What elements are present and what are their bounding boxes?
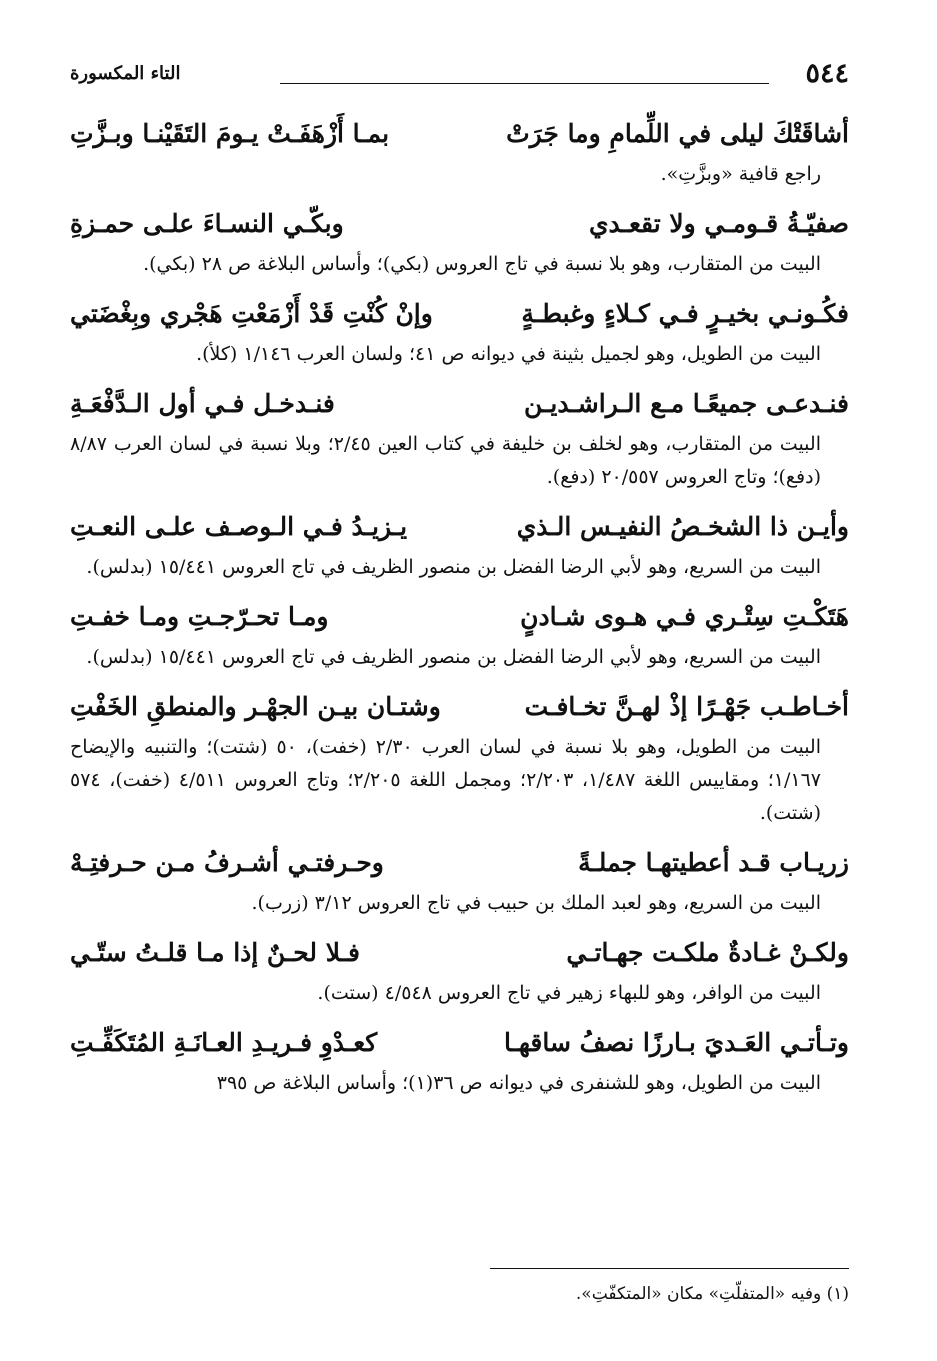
hemistich-first: فكُـونـي بخيـرٍ فـي كـلاءٍ وغبطـةٍ (521, 299, 849, 328)
hemistich-second: يـزيـدُ فـي الـوصـف علـى النعـتِ (70, 512, 408, 541)
hemistich-first: ولكـنْ غـادةٌ ملكـت جهـاتـي (566, 938, 849, 967)
verse-line (70, 929, 849, 977)
verse-note: البيت من السريع، وهو لأبي الرضا الفضل بن منصور الظريف في تاج العروس ١٥/٤٤١ (بدلس). (86, 646, 821, 668)
hemistich-second: وإنْ كُنْتِ قَدْ أَزْمَعْتِ هَجْري وبِغْضَتي (70, 299, 433, 328)
verse-line (70, 593, 849, 641)
hemistich-second: بمـا أَزْهَفَـتْ يـومَ التَقَيْنـا وبـزَّتِ (70, 119, 390, 148)
hemistich-first: صفيّـةُ قـومـي ولا تقعـدي (588, 209, 849, 238)
hemistich-second: فـلا لحـنٌ إذا مـا قلـتُ ستّـي (70, 938, 360, 967)
verse-entries (70, 110, 849, 1109)
verse-line (70, 503, 849, 551)
header-rule (280, 83, 769, 84)
verse-note: البيت من الوافر، وهو للبهاء زهير في تاج العروس ٤/٥٤٨ (ستت). (317, 982, 821, 1004)
verse-note: البيت من الطويل، وهو لجميل بثينة في ديوانه ص ٤١؛ ولسان العرب ١/١٤٦ (كلأ). (196, 343, 821, 365)
hemistich-second: وشتـان بيـن الجهْـر والمنطقِ الخَفْتِ (70, 692, 441, 721)
verse-entry (70, 503, 849, 584)
verse-note: راجع قافية «وبزَّتِ». (660, 163, 821, 185)
verse-note: البيت من السريع، وهو لعبد الملك بن حبيب في تاج العروس ٣/١٢ (زرب). (251, 892, 821, 914)
verse-line (70, 290, 849, 338)
verse-line (70, 380, 849, 428)
hemistich-second: فنـدخـل فـي أول الـدَّفْعَـةِ (70, 389, 335, 418)
hemistich-second: كعـدْوِ فـريـدِ العـانَـةِ المُتَكَفِّـتِ (70, 1028, 378, 1057)
section-title: التاء المكسورة (70, 63, 181, 84)
verse-line (70, 200, 849, 248)
hemistich-second: وبكّـي النسـاءَ علـى حمـزةِ (70, 209, 344, 238)
hemistich-second: ومـا تحـرّجـتِ ومـا خفـتِ (70, 602, 329, 631)
verse-entry (70, 839, 849, 920)
hemistich-first: وتـأتـي العَـديَ بـارزًا نصفُ ساقهـا (503, 1028, 849, 1057)
hemistich-first: وأيـن ذا الشخـصُ النفيـس الـذي (516, 512, 849, 541)
footnote-rule (490, 1268, 849, 1269)
hemistich-first: أخـاطـب جَهْـرًا إذْ لهـنَّ تخـافـت (524, 692, 849, 721)
verse-note: البيت من الطويل، وهو للشنفرى في ديوانه ص ٣٦(١)؛ وأساس البلاغة ص ٣٩٥ (216, 1072, 821, 1094)
hemistich-first: أشاقَتْكَ ليلى في اللِّمامِ وما جَرَتْ (506, 119, 849, 148)
page-number: ٥٤٤ (805, 58, 849, 89)
page-header (70, 58, 849, 90)
verse-entry (70, 110, 849, 191)
verse-entry (70, 200, 849, 281)
hemistich-second: وحـرفتـي أشـرفُ مـن حـرفتِـهْ (70, 848, 384, 877)
verse-line (70, 683, 849, 731)
hemistich-first: فنـدعـى جميعًـا مـع الـراشـديـن (524, 389, 849, 418)
verse-entry (70, 1019, 849, 1100)
footnote: (١) وفيه «المتفلّتِ» مكان «المتكفّتِ». (575, 1284, 849, 1304)
verse-line (70, 839, 849, 887)
hemistich-first: هَتَكْـتِ سِتْـري فـي هـوى شـادنٍ (520, 602, 849, 631)
verse-note: البيت من المتقارب، وهو لخلف بن خليفة في كتاب العين ٢/٤٥؛ وبلا نسبة في لسان العرب ٨/٨٧ (دفع)؛ وتاج العروس ٢٠/٥٥٧ (دفع). (70, 433, 821, 488)
verse-note: البيت من الطويل، وهو بلا نسبة في لسان العرب ٢/٣٠ (خفت)، ٥٠ (شتت)؛ والتنبيه والإيضاح ١/١٦٧؛ ومقاييس اللغة ١/٤٨٧، ٢/٢٠٣؛ ومجمل اللغة ٢/٢٠٥؛ وتاج العروس ٤/٥١١ (خفت)، ٥٧٤ (شتت). (70, 736, 822, 824)
verse-note: البيت من المتقارب، وهو بلا نسبة في تاج العروس (بكي)؛ وأساس البلاغة ص ٢٨ (بكي). (143, 253, 821, 275)
verse-note: البيت من السريع، وهو لأبي الرضا الفضل بن منصور الظريف في تاج العروس ١٥/٤٤١ (بدلس). (86, 556, 821, 578)
verse-line (70, 1019, 849, 1067)
verse-entry (70, 929, 849, 1010)
verse-line (70, 110, 849, 158)
verse-entry (70, 683, 849, 830)
verse-entry (70, 593, 849, 674)
hemistich-first: زريـاب قـد أعطيتهـا جملـةً (578, 848, 849, 877)
verse-entry (70, 380, 849, 494)
verse-entry (70, 290, 849, 371)
